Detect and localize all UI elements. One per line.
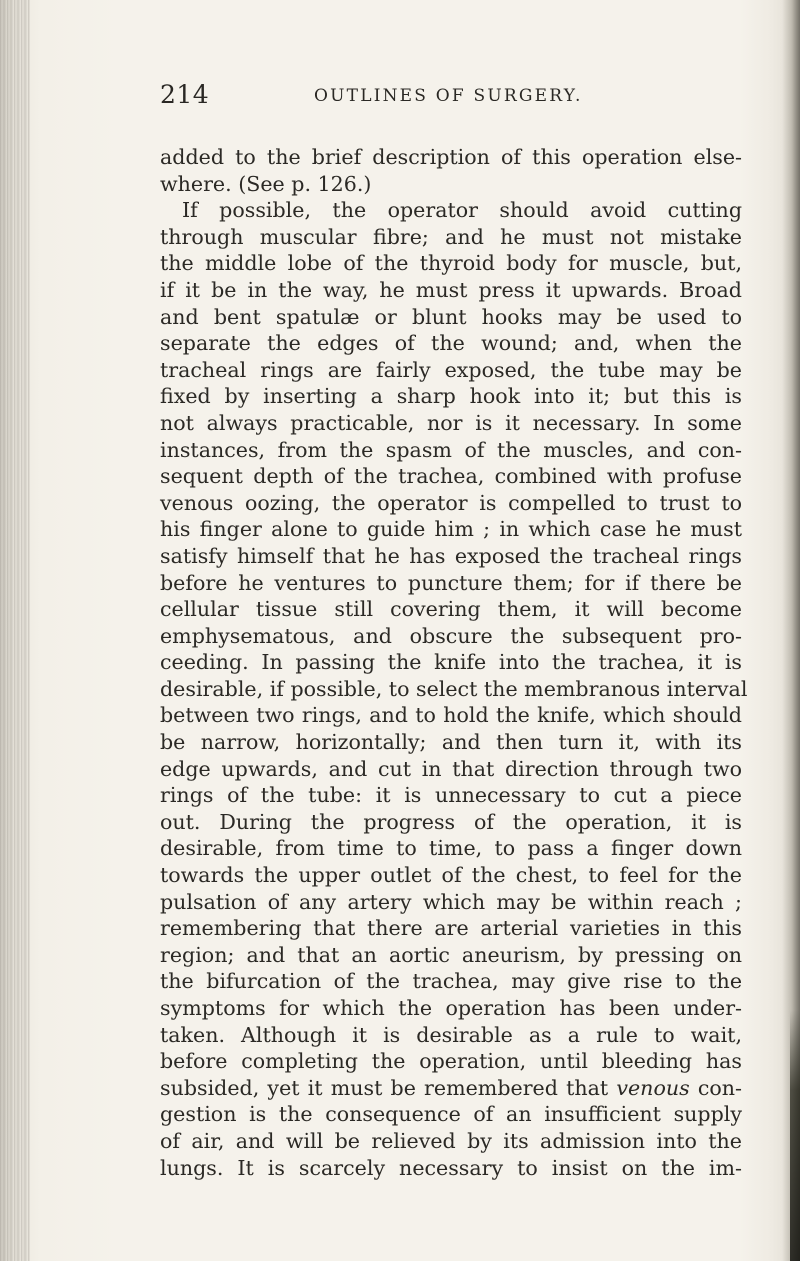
text-line: cellular tissue still covering them, it will become <box>160 597 742 622</box>
text-line: symptoms for which the operation has been under- <box>160 996 742 1020</box>
text-line: rings of the tube: it is unnecessary to cut a piece <box>160 783 742 808</box>
text-line: the middle lobe of the thyroid body for muscle, but, <box>160 251 742 276</box>
page-number: 214 <box>160 80 210 109</box>
text-line: before he ventures to puncture them; for if there be <box>160 570 742 595</box>
text-line: satisfy himself that he has exposed the tracheal rings <box>160 543 742 568</box>
text-line: remembering that there are arterial varieties in this <box>160 916 742 941</box>
text-segment: subsided, yet it must be remembered that <box>160 1075 609 1100</box>
text-line: the bifurcation of the trachea, may give rise to the <box>160 969 742 994</box>
text-line: separate the edges of the wound; and, when the <box>160 331 742 356</box>
text-line: his finger alone to guide him ; in which case he must <box>160 517 742 542</box>
text-line: pulsation of any artery which may be within reach ; <box>160 889 742 914</box>
page-header <box>160 80 740 120</box>
body-text <box>160 144 748 1181</box>
text-line-with-italic <box>160 1075 742 1102</box>
text-line: sequent depth of the trachea, combined with profuse <box>160 464 742 489</box>
text-line: before completing the operation, until bleeding has <box>160 1049 742 1074</box>
text-line: and bent spatulæ or blunt hooks may be used to <box>160 304 742 329</box>
text-line: where. (See p. 126.) <box>160 171 372 196</box>
text-line: region; and that an aortic aneurism, by pressing on <box>160 942 742 967</box>
italic-word: venous <box>616 1075 690 1100</box>
text-line: desirable, if possible, to select the membranous interval <box>160 676 748 701</box>
text-line: lungs. It is scarcely necessary to insist on the im- <box>160 1155 742 1180</box>
running-head: OUTLINES OF SURGERY. <box>314 86 583 106</box>
text-line: not always practicable, nor is it necessary. In some <box>160 410 742 435</box>
text-line: instances, from the spasm of the muscles, and con- <box>160 437 742 462</box>
text-line: fixed by inserting a sharp hook into it; but this is <box>160 384 742 409</box>
text-line: emphysematous, and obscure the subsequent pro- <box>160 623 742 648</box>
text-line: gestion is the consequence of an insufficient supply <box>160 1102 742 1127</box>
text-line: out. During the progress of the operation, it is <box>160 809 742 834</box>
page-edge-dark <box>790 1010 800 1261</box>
text-line: if it be in the way, he must press it upwards. Broad <box>160 277 742 302</box>
text-line: venous oozing, the operator is compelled to trust to <box>160 490 742 515</box>
text-line: between two rings, and to hold the knife, which should <box>160 703 742 728</box>
text-line: ceeding. In passing the knife into the trachea, it is <box>160 650 742 675</box>
text-segment: con- <box>697 1075 743 1100</box>
text-line: tracheal rings are fairly exposed, the tube may be <box>160 357 742 382</box>
text-line: of air, and will be relieved by its admission into the <box>160 1128 742 1153</box>
text-line: through muscular fibre; and he must not mistake <box>160 224 742 249</box>
page-binding-shadow <box>0 0 30 1261</box>
text-line: If possible, the operator should avoid cutting <box>182 198 742 223</box>
text-line: towards the upper outlet of the chest, to feel for the <box>160 863 742 888</box>
text-line: be narrow, horizontally; and then turn it, with its <box>160 730 742 755</box>
text-line: added to the brief description of this operation else- <box>160 145 742 169</box>
text-line: edge upwards, and cut in that direction through two <box>160 756 742 781</box>
text-line: taken. Although it is desirable as a rule to wait, <box>160 1022 742 1047</box>
text-line: desirable, from time to time, to pass a finger down <box>160 836 742 861</box>
